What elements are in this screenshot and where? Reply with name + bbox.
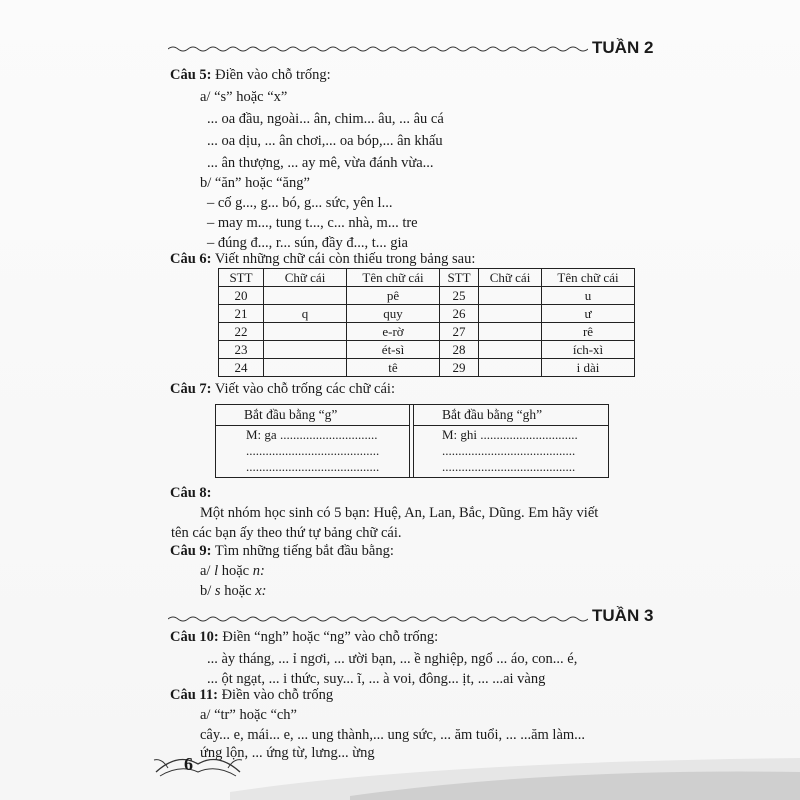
answer-line: ......................................... <box>442 459 576 474</box>
question-prompt: Viết những chữ cái còn thiếu trong bảng sau: <box>214 251 476 267</box>
column-header: Tên chữ cái <box>347 269 440 287</box>
sub-label: hoặc <box>221 563 250 579</box>
exercise-line: – cố g..., g... bó, g... sức, yên l... <box>207 195 393 211</box>
question-number: Câu 10: <box>170 629 219 645</box>
blank-cell <box>264 341 347 359</box>
table-cell: ư <box>542 305 635 323</box>
question-10-heading <box>170 628 438 646</box>
table-cell: 26 <box>440 305 479 323</box>
table-row <box>219 341 635 359</box>
right-column <box>413 405 609 477</box>
blank-cell <box>479 341 542 359</box>
question-text: tên các bạn ấy theo thứ tự bảng chữ cái. <box>171 525 402 541</box>
column-header: Bắt đầu bằng “gh” <box>442 407 543 422</box>
table-cell: 28 <box>440 341 479 359</box>
table-cell: 20 <box>219 287 264 305</box>
question-prompt: Điền vào chỗ trống <box>221 687 334 703</box>
header-wave-divider <box>168 614 588 624</box>
column-header: Bắt đầu bằng “g” <box>244 407 338 422</box>
table-cell: e-rờ <box>347 323 440 341</box>
exercise-line: – may m..., tung t..., c... nhà, m... tre <box>207 215 418 231</box>
letter: s <box>214 583 221 599</box>
column-header: STT <box>440 269 479 287</box>
exercise-line: ... ày tháng, ... ỉ ngơi, ... ười bạn, ... ề nghiệp, ngổ ... áo, con... é, <box>207 651 578 667</box>
question-number: Câu 5: <box>170 67 212 83</box>
answer-line: M: ga .............................. <box>246 427 378 442</box>
table-row <box>219 323 635 341</box>
answer-line: ......................................... <box>246 443 380 458</box>
table-header-row <box>219 269 635 287</box>
question-number: Câu 7: <box>170 381 212 397</box>
table-cell: 21 <box>219 305 264 323</box>
table-row <box>219 287 635 305</box>
letter: x: <box>255 583 267 599</box>
left-column <box>216 405 410 477</box>
question-11-heading <box>170 686 333 704</box>
blank-cell <box>264 323 347 341</box>
column-header: Chữ cái <box>264 269 347 287</box>
table-cell: u <box>542 287 635 305</box>
sub-question-a <box>200 562 265 580</box>
blank-cell <box>264 287 347 305</box>
exercise-line: ứng lộn, ... ứng từ, lưng... ừng <box>200 745 375 761</box>
sub-label: a/ “s” hoặc “x” <box>200 89 288 105</box>
exercise-line: ... oa dịu, ... ân chơi,... oa bóp,... ân khấu <box>207 133 443 149</box>
table-cell: 29 <box>440 359 479 377</box>
sub-label: b/ <box>200 583 212 599</box>
exercise-line: ... ân thượng, ... ay mê, vừa đánh vừa... <box>207 155 434 171</box>
footer-swoosh <box>230 752 800 800</box>
exercise-line: cây... e, mái... e, ... ung thành,... ung sức, ... ăm tuổi, ... ...ăm làm... <box>200 727 586 743</box>
question-7-heading <box>170 380 395 398</box>
table-cell: ét-sì <box>347 341 440 359</box>
sub-label: a/ “tr” hoặc “ch” <box>200 707 297 723</box>
question-number: Câu 6: <box>170 251 212 267</box>
header-wave-divider <box>168 44 588 54</box>
sub-label: b/ “ăn” hoặc “ăng” <box>200 175 310 191</box>
page-number: 6 <box>184 754 193 774</box>
question-prompt: Tìm những tiếng bắt đầu bằng: <box>214 543 394 559</box>
blank-cell <box>264 359 347 377</box>
table-cell: tê <box>347 359 440 377</box>
week-title: TUẦN 3 <box>592 606 654 625</box>
week-title: TUẦN 2 <box>592 38 654 57</box>
question-number: Câu 9: <box>170 543 212 559</box>
column-header: Chữ cái <box>479 269 542 287</box>
table-cell: rê <box>542 323 635 341</box>
table-cell: q <box>264 305 347 323</box>
column-header: Tên chữ cái <box>542 269 635 287</box>
column-header: STT <box>219 269 264 287</box>
blank-cell <box>479 359 542 377</box>
table-cell: 27 <box>440 323 479 341</box>
question-5-heading <box>170 66 331 84</box>
question-prompt: Điền vào chỗ trống: <box>215 67 331 83</box>
table-cell: 22 <box>219 323 264 341</box>
blank-cell <box>479 287 542 305</box>
answer-line: ......................................... <box>246 459 380 474</box>
table-cell: pê <box>347 287 440 305</box>
question-prompt: Điền “ngh” hoặc “ng” vào chỗ trống: <box>222 629 439 645</box>
question-text: Một nhóm học sinh có 5 bạn: Huệ, An, Lan, Bắc, Dũng. Em hãy viết <box>200 505 599 521</box>
answer-line: ......................................... <box>442 443 576 458</box>
sub-label: hoặc <box>224 583 252 599</box>
letter: n: <box>252 563 265 579</box>
sub-question-b <box>200 582 266 600</box>
question-6-heading <box>170 250 475 268</box>
letter-box <box>215 404 609 478</box>
table-row <box>219 359 635 377</box>
blank-cell <box>479 305 542 323</box>
exercise-line: – đúng đ..., r... sún, đầy đ..., t... gia <box>207 235 408 251</box>
alphabet-table <box>218 268 635 377</box>
exercise-line: ... ột ngạt, ... i thức, suy... ĩ, ... à voi, đông... ịt, ... ...ai vàng <box>207 671 546 687</box>
table-cell: 23 <box>219 341 264 359</box>
sub-label: a/ <box>200 563 211 579</box>
table-cell: i dài <box>542 359 635 377</box>
question-number: Câu 11: <box>170 687 218 703</box>
table-row <box>219 305 635 323</box>
question-8-heading: Câu 8: <box>170 485 212 501</box>
answer-line: M: ghi .............................. <box>442 427 578 442</box>
blank-cell <box>479 323 542 341</box>
table-cell: quy <box>347 305 440 323</box>
letter: l <box>214 563 219 579</box>
question-9-heading <box>170 542 394 560</box>
exercise-line: ... oa đầu, ngoài... ân, chim... âu, ... âu cá <box>207 111 444 127</box>
table-cell: ích-xì <box>542 341 635 359</box>
question-prompt: Viết vào chỗ trống các chữ cái: <box>214 381 395 397</box>
table-cell: 24 <box>219 359 264 377</box>
table-cell: 25 <box>440 287 479 305</box>
